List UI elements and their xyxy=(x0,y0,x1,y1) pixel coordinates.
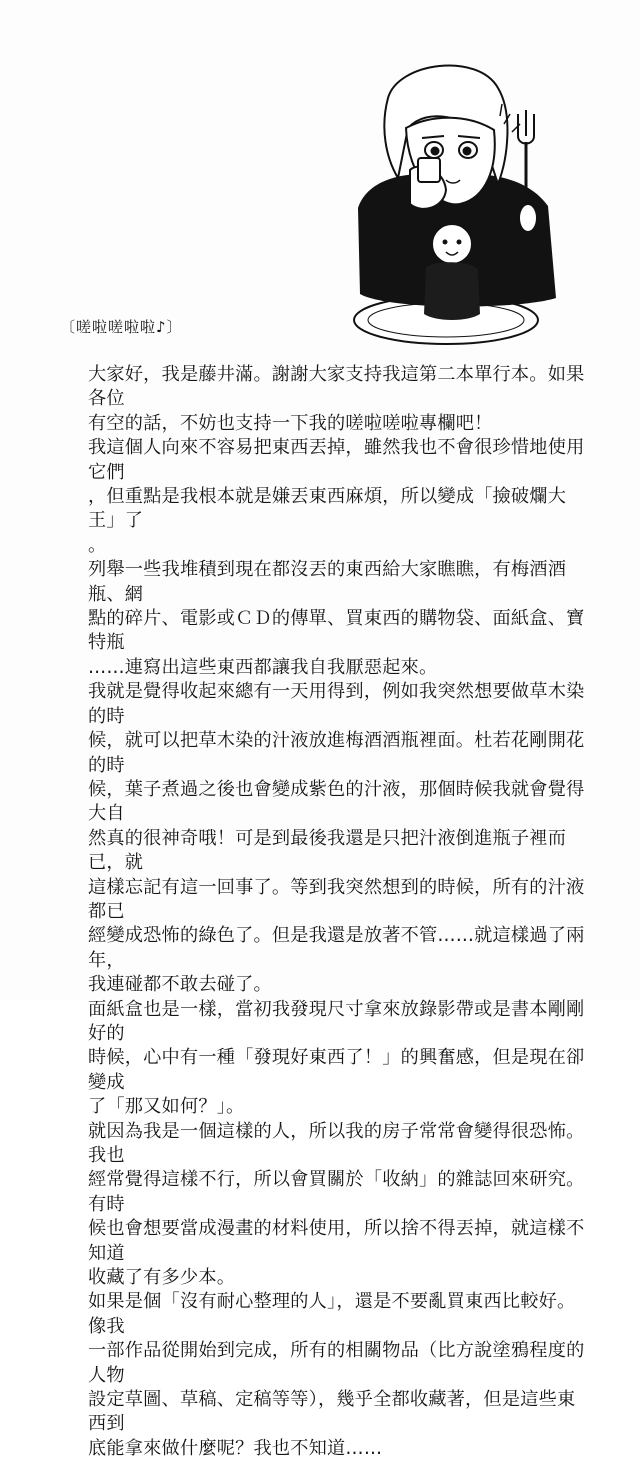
paragraph: 如果是個「沒有耐心整理的人」，還是不要亂買東西比較好。像我 一部作品從開始到完成，所有的相關物品（比方說塗鴉程度的人物 設定草圖、草稿、定稿等等），幾乎全都收藏著，但是這些東西到 底能拿來做什麼呢？我也不知道…… xyxy=(88,1291,585,1459)
paragraph: 面紙盒也是一樣，當初我發現尺寸拿來放錄影帶或是書本剛剛好的 時候，心中有一種「發現好東西了！」的興奮感，但是現在卻變成 了「那又如何？」。 xyxy=(88,998,585,1118)
column-title: 〔嗟啦嗟啦啦♪〕 xyxy=(60,318,183,336)
column-body xyxy=(88,363,588,1461)
paragraph: 大家好，我是藤井滿。謝謝大家支持我這第二本單行本。如果各位 有空的話，不妨也支持一下我的嗟啦嗟啦專欄吧！ xyxy=(88,364,585,434)
paragraph: 我這個人向來不容易把東西丟掉，雖然我也不會很珍惜地使用它們 ，但重點是我根本就是嫌丟東西麻煩，所以變成「撿破爛大王」了 。 xyxy=(88,437,585,556)
paragraph: 我就是覺得收起來總有一天用得到，例如我突然想要做草木染的時 候，就可以把草木染的汁液放進梅酒酒瓶裡面。杜若花剛開花的時 候，葉子煮過之後也會變成紫色的汁液，那個時候我就會覺得大自 然真的很神奇哦！可是到最後我還是只把汁液倒進瓶子裡而已，就 這樣忘記有這一回事了。等到我突然想到的時候，所有的汁液都已 經變成恐怖的綠色了。但是我還是放著不管……就這樣過了兩年， 我連碰都不敢去碰了。 xyxy=(88,681,585,996)
author-portrait-illustration xyxy=(348,58,568,350)
paragraph: 列舉一些我堆積到現在都沒丟的東西給大家瞧瞧，有梅酒酒瓶、網 點的碎片、電影或ＣＤ的傳單、買東西的購物袋、面紙盒、寶特瓶 ……連寫出這些東西都讓我自我厭惡起來。 xyxy=(88,559,585,678)
fork-icon xyxy=(518,110,537,232)
paragraph: 就因為我是一個這樣的人，所以我的房子常常會變得很恐怖。我也 經常覺得這樣不行，所以會買關於「收納」的雜誌回來研究。有時 候也會想要當成漫畫的材料使用，所以捨不得丟掉，就這樣不知道 收藏了有多少本。 xyxy=(88,1120,585,1289)
